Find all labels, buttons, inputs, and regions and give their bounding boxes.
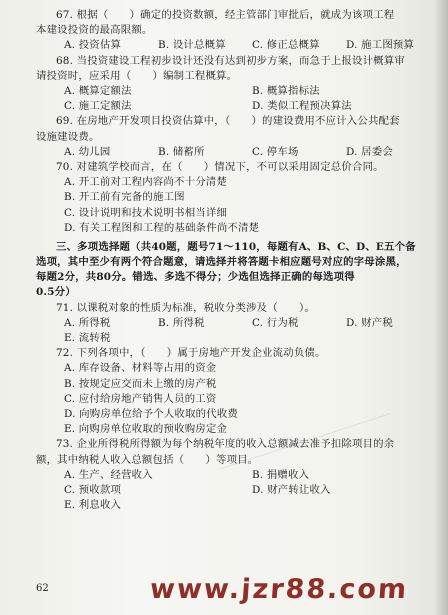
q71-option-c: C. 行为税 <box>252 316 299 329</box>
q69-stem-cont: 设施建设费。 <box>36 130 100 143</box>
q69-options <box>36 145 440 160</box>
q73-stem: 73. 企业所得税所得额为每个纳税年度的收入总额减去准予扣除项目的余 <box>56 438 395 451</box>
q68-option-d: D. 类似工程预决算法 <box>252 100 352 113</box>
q68-options-row2 <box>36 99 440 114</box>
q68-option-c: C. 施工定额法 <box>64 100 132 113</box>
q68-stem-cont: 请投资时，应采用（ ）编制工程概算。 <box>36 69 238 82</box>
section-3-instructions-3: 0.5分） <box>36 286 76 299</box>
q71-option-d: D. 财产税 <box>346 316 393 329</box>
section-3-instructions-2: 每题2分，共80分。错选、多选不得分；少选但选择正确的每选项得 <box>36 271 355 284</box>
q71-option-a: A. 所得税 <box>64 316 111 329</box>
site-watermark: www.jzr88.com <box>148 574 410 605</box>
q71-options <box>36 316 440 331</box>
q71-option-b: B. 所得税 <box>158 316 205 329</box>
q70-stem: 70. 对建筑学校而言，在（ ）情况下，不可以采用固定总价合同。 <box>56 160 384 173</box>
q72-stem: 72. 下列各项中，（ ）属于房地产开发企业流动负债。 <box>56 347 326 360</box>
q73-option-d: D. 财产转让收入 <box>252 483 331 496</box>
q72-option-d: D. 向购房单位给予个人收取的代收费 <box>64 407 239 420</box>
q72-option-c: C. 应付给房地产销售人员的工资 <box>64 392 217 405</box>
q73-option-b: B. 捐赠收入 <box>252 468 310 481</box>
q70-option-d: D. 有关工程图和工程的基础条件尚不清楚 <box>64 221 260 234</box>
section-3-instructions-1: 选项，其中至少有两个符合题意，请选择并将答题卡相应题号对应的字母涂黑， <box>36 256 407 269</box>
q73-option-e: E. 利息收入 <box>64 499 122 512</box>
q72-option-a: A. 库存设备、材料等占用的资金 <box>64 362 217 375</box>
q70-option-c: C. 设计说明和技术说明书相当详细 <box>64 206 228 219</box>
q69-option-b: B. 储蓄所 <box>158 145 205 158</box>
q67-stem-cont: 本建设投资的最高限额。 <box>36 24 153 37</box>
q73-stem-cont: 额，其中纳税人收入总额包括（ ）等项目。 <box>36 453 259 466</box>
q73-option-c: C. 预收款项 <box>64 483 122 496</box>
q72-option-e: E. 向购房单位收取的预收购房定金 <box>64 423 228 436</box>
q68-stem: 68. 当投资建设工程初步设计还没有达到初步方案，而急于上报设计概算审 <box>56 54 405 67</box>
q69-option-d: D. 居委会 <box>346 145 393 158</box>
q70-option-b: B. 开工前有完备的施工图 <box>64 191 185 204</box>
q68-option-b: B. 概算指标法 <box>252 84 320 97</box>
page-number: 62 <box>36 583 49 594</box>
q73-option-a: A. 生产、经营收入 <box>64 468 153 481</box>
q67-option-b: B. 设计总概算 <box>158 39 226 52</box>
q67-option-d: D. 施工图预算 <box>346 39 415 52</box>
q69-stem: 69. 在房地产开发项目投资估算中，（ ）的建设费用不应计入公共配套 <box>56 115 400 128</box>
q71-stem: 71. 以课税对象的性质为标准，税收分类涉及（ ）。 <box>56 301 316 314</box>
q68-options-row1 <box>36 84 440 99</box>
q67-option-c: C. 修正总概算 <box>252 39 320 52</box>
q71-option-e: E. 流转税 <box>64 332 111 345</box>
q70-option-a: A. 开工前对工程内容尚不十分清楚 <box>64 176 227 189</box>
section-3-heading: 三、多项选择题（共40题，题号71～110，每题有A、B、C、D、E五个备 <box>56 240 416 253</box>
q67-options <box>36 38 440 53</box>
q67-stem: 67. 根据（ ）确定的投资数额，经主管部门审批后，就成为该项工程 <box>56 9 395 21</box>
q69-option-c: C. 停车场 <box>252 145 299 158</box>
q69-option-a: A. 幼儿园 <box>64 145 111 158</box>
q67-option-a: A. 投资估算 <box>64 39 122 52</box>
q72-option-b: B. 按规定应交而未上缴的房产税 <box>64 377 217 390</box>
q68-option-a: A. 概算定额法 <box>64 84 132 97</box>
